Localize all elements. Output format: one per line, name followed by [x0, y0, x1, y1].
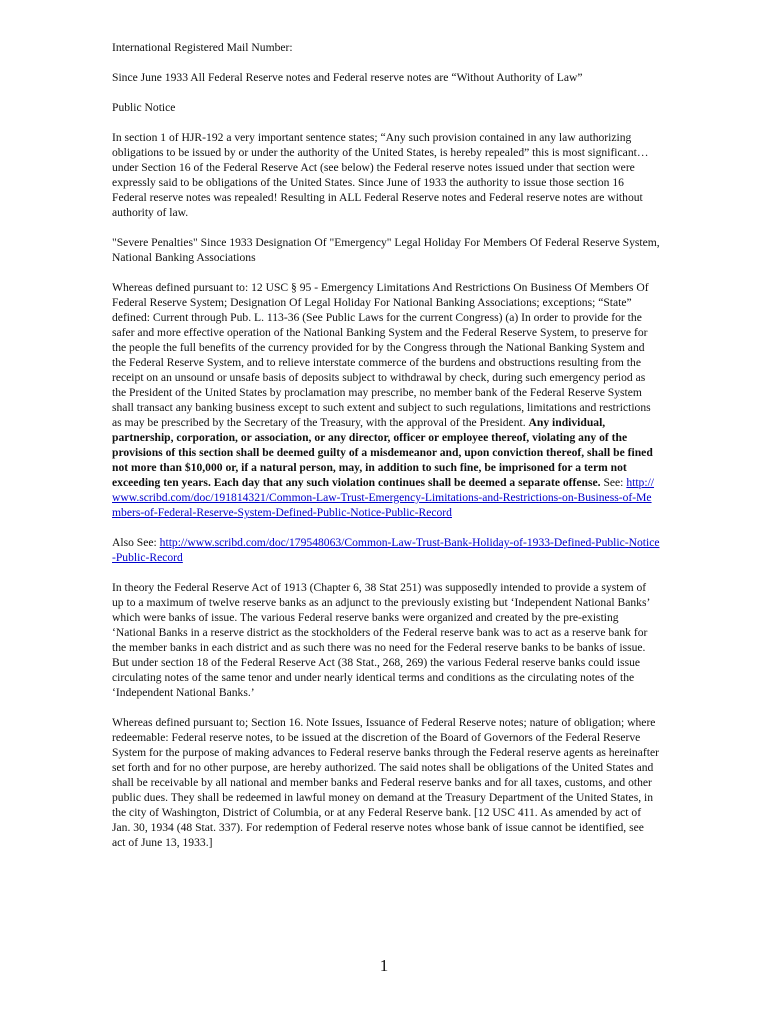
federal-reserve-act-paragraph: In theory the Federal Reserve Act of 1913 (Chapter 6, 38 Stat 251) was supposedly intended to provide a system of up to a maximum of twelve reserve banks as an adjunct to the previously existing but ‘Independent National Banks’ which were banks of issue. The various Federal reserve banks were organized and created by the pre-existing ‘National Banks in a reserve district as the stockholders of the Federal reserve bank was to act as a reserve bank for the member banks in each district and as such there was no need for the Federal reserve banks to be banks of issue. But under section 18 of the Federal Reserve Act (38 Stat., 268, 269) the various Federal reserve banks could issue circulating notes of the same tenor and under nearly identical terms and conditions as the circulating notes of the ‘Independent National Banks.’ — [112, 581, 650, 699]
hjr192-paragraph: In section 1 of HJR-192 a very important sentence states; “Any such provision contained in any law authorizing obligations to be issued by or under the authority of the United States, is hereby repealed” this is most significant… under Section 16 of the Federal Reserve Act (see below) the Federal reserve notes issued under that section were expressly said to be obligations of the United States. Since June of 1933 the authority to issue those section 16 Federal reserve notes was repealed! Resulting in ALL Federal Reserve notes and Federal reserve notes are without authority of law. — [112, 131, 649, 219]
usc95-paragraph — [112, 280, 660, 520]
also-see-label: Also See: — [112, 536, 160, 549]
headline: Since June 1933 All Federal Reserve notes and Federal reserve notes are “Without Authority of Law” — [112, 71, 583, 84]
section16-paragraph: Whereas defined pursuant to; Section 16. Note Issues, Issuance of Federal Reserve notes; nature of obligation; where redeemable: Federal reserve notes, to be issued at the discretion of the Board of Governors of the Federal Reserve System for the purpose of making advances to Federal reserve banks through the Federal reserve agents as hereinafter set forth and for no other purpose, are hereby authorized. The said notes shall be obligations of the United States and shall be receivable by all national and member banks and Federal reserve banks and for all taxes, customs, and other public dues. They shall be redeemed in lawful money on demand at the Treasury Department of the United States, in the city of Washington, District of Columbia, or at any Federal Reserve bank. [12 USC 411. As amended by act of Jan. 30, 1934 (48 Stat. 337). For redemption of Federal reserve notes whose bank of issue cannot be identified, see act of June 13, 1933.] — [112, 716, 659, 849]
penalties-heading: "Severe Penalties" Since 1933 Designation Of "Emergency" Legal Holiday For Members Of Federal Reserve System, National Banking Associations — [112, 236, 660, 264]
usc95-see-label: See: — [600, 476, 627, 489]
usc95-penalty-text: Any individual, partnership, corporation, or association, or any director, officer or employee thereof, violating any of the provisions of this section shall be deemed guilty of a misdemeanor and, upon conviction thereof, shall be fined not more than $10,000 or, if a natural person, may, in addition to such fine, be imprisoned for a term not exceeding ten years. Each day that any such violation continues shall be deemed a separate offense. — [112, 416, 653, 489]
page-number: 1 — [379, 956, 389, 975]
bank-holiday-link[interactable]: http://www.scribd.com/doc/179548063/Common-Law-Trust-Bank-Holiday-of-1933-Defined-Public-Notice-Public-Record — [112, 536, 660, 564]
mail-number-label: International Registered Mail Number: — [112, 41, 293, 54]
usc95-text: Whereas defined pursuant to: 12 USC § 95 - Emergency Limitations And Restrictions On Business Of Members Of Federal Reserve System; Designation Of Legal Holiday For National Banking Associations; exceptions; “State” defined: Current through Pub. L. 113-36 (See Public Laws for the current Congress) (a) In order to provide for the safer and more effective operation of the National Banking System and the Federal Reserve System, to preserve for the people the full benefits of the currency provided for by the Congress through the National Banking System and the Federal Reserve System, and to relieve interstate commerce of the burdens and obstructions resulting from the receipt on an unsound or unsafe basis of deposits subject to withdrawal by check, during such emergency period as the President of the United States by proclamation may prescribe, no member bank of the Federal Reserve System shall transact any banking business except to such extent and subject to such regulations, limitations and restrictions as may be prescribed by the Secretary of the Treasury, with the approval of the President. — [112, 281, 651, 429]
document-page — [112, 40, 660, 865]
also-see-paragraph — [112, 535, 660, 565]
public-notice-title: Public Notice — [112, 101, 176, 114]
emergency-limitations-link[interactable]: http://www.scribd.com/doc/191814321/Common-Law-Trust-Emergency-Limitations-and-Restrictions-on-Business-of-Members-of-Federal-Reserve-System-Defined-Public-Notice-Public-Record — [112, 476, 655, 519]
